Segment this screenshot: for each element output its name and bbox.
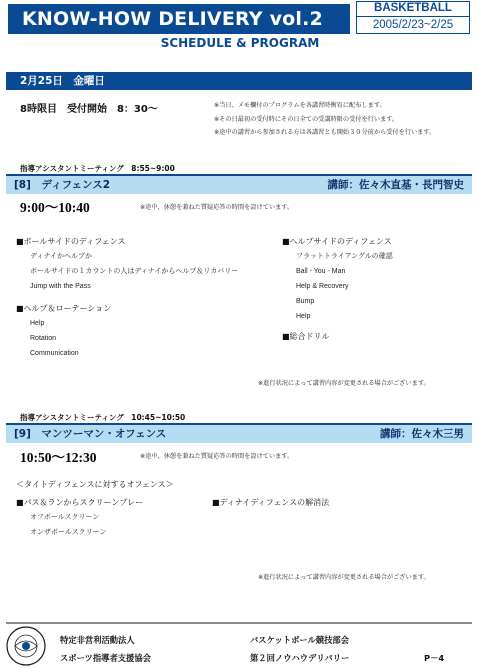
session8-time: 9:00～10:40 (20, 200, 90, 215)
s8-right-item: Ball - You - Man (296, 268, 346, 275)
session8-time-note: ※途中、休憩を兼ねた質疑応答の時間を設けています。 (140, 204, 294, 211)
page-title: KNOW-HOW DELIVERY vol.2 (8, 4, 350, 34)
session8-meeting: 指導アシスタントミーティング 8:55~9:00 (20, 164, 175, 173)
s8-right-item: フラットトライアングルの確認 (296, 253, 393, 260)
s8-left-item: Jump with the Pass (30, 283, 91, 290)
session8-instructor: 講師：佐々木直基・長門智史 (327, 179, 464, 191)
s9-left-item: オンザボールスクリーン (30, 529, 107, 536)
page-subtitle: SCHEDULE & PROGRAM (160, 36, 320, 50)
s8-left-item: Rotation (30, 335, 57, 342)
s8-right-item: Bump (296, 298, 315, 305)
sport-label: BASKETBALL (356, 1, 470, 17)
s9-left-item: オフボールスクリーン (30, 514, 100, 521)
footer-org-left-1: 特定非営利活動法人 (60, 635, 135, 645)
s8-left-item: Help (30, 320, 45, 327)
session8-band (6, 176, 472, 194)
page-number: P－4 (424, 653, 445, 663)
footer-divider (6, 622, 472, 624)
day-note-3: ※途中の講習から参加される方は各講習とも開始３０分前から受付を行います。 (214, 129, 436, 136)
session8-footnote: ※進行状況によって講習内容が変更される場合がございます。 (258, 380, 430, 387)
day-date-band: 2月25日 金曜日 (6, 72, 472, 90)
logo-icon (4, 624, 48, 668)
s8-right-heading-2: ■総合ドリル (282, 332, 330, 341)
day-note-2: ※その日最初の受付時にその日全ての受講時限の受付を行います。 (214, 116, 399, 123)
s8-left-item: Communication (30, 350, 79, 357)
session9-title: [9] マンツーマン・オフェンス (14, 428, 167, 440)
session9-band (6, 425, 472, 443)
session9-meeting: 指導アシスタントミーティング 10:45~10:50 (20, 413, 186, 422)
date-range: 2005/2/23~2/25 (356, 17, 470, 34)
session9-time: 10:50～12:30 (20, 450, 97, 465)
session9-footnote: ※進行状況によって講習内容が変更される場合がございます。 (258, 574, 430, 581)
organization-logo (4, 624, 48, 668)
s8-left-item: ディナイかヘルプか (30, 253, 92, 260)
s9-right-heading: ■ディナイディフェンスの解消法 (212, 498, 330, 507)
s8-left-item: ボールサイドの１カウントの人はディナイからヘルプ＆リカバリー (30, 268, 239, 275)
reception-time: 8時限目 受付開始 8：30～ (20, 104, 158, 115)
session9-theme: ＜タイトディフェンスに対するオフェンス＞ (16, 480, 174, 489)
s9-left-heading: ■パス＆ランからスクリーンプレー (16, 498, 144, 507)
session9-instructor: 講師：佐々木三男 (380, 428, 464, 440)
day-note-1: ※当日、メモ欄付のプログラムを各講習時衡宥に配布します。 (214, 102, 386, 109)
s8-right-item: Help & Recovery (296, 283, 349, 290)
session8-title: [8] ディフェンス2 (14, 179, 111, 191)
s8-left-heading-1: ■ボールサイドのディフェンス (16, 237, 126, 246)
footer-org-right-2: 第２回ノウハウデリバリー (250, 653, 350, 663)
s8-left-heading-2: ■ヘルプ＆ローテーション (16, 304, 112, 313)
s8-right-heading-1: ■ヘルプサイドのディフェンス (282, 237, 392, 246)
session9-time-note: ※途中、休憩を兼ねた質疑応答の時間を設けています。 (140, 453, 294, 460)
footer-org-right-1: バスケットボール競技部会 (250, 635, 349, 645)
footer-org-left-2: スポーツ指導者支援協会 (60, 653, 151, 663)
s8-right-item: Help (296, 313, 311, 320)
